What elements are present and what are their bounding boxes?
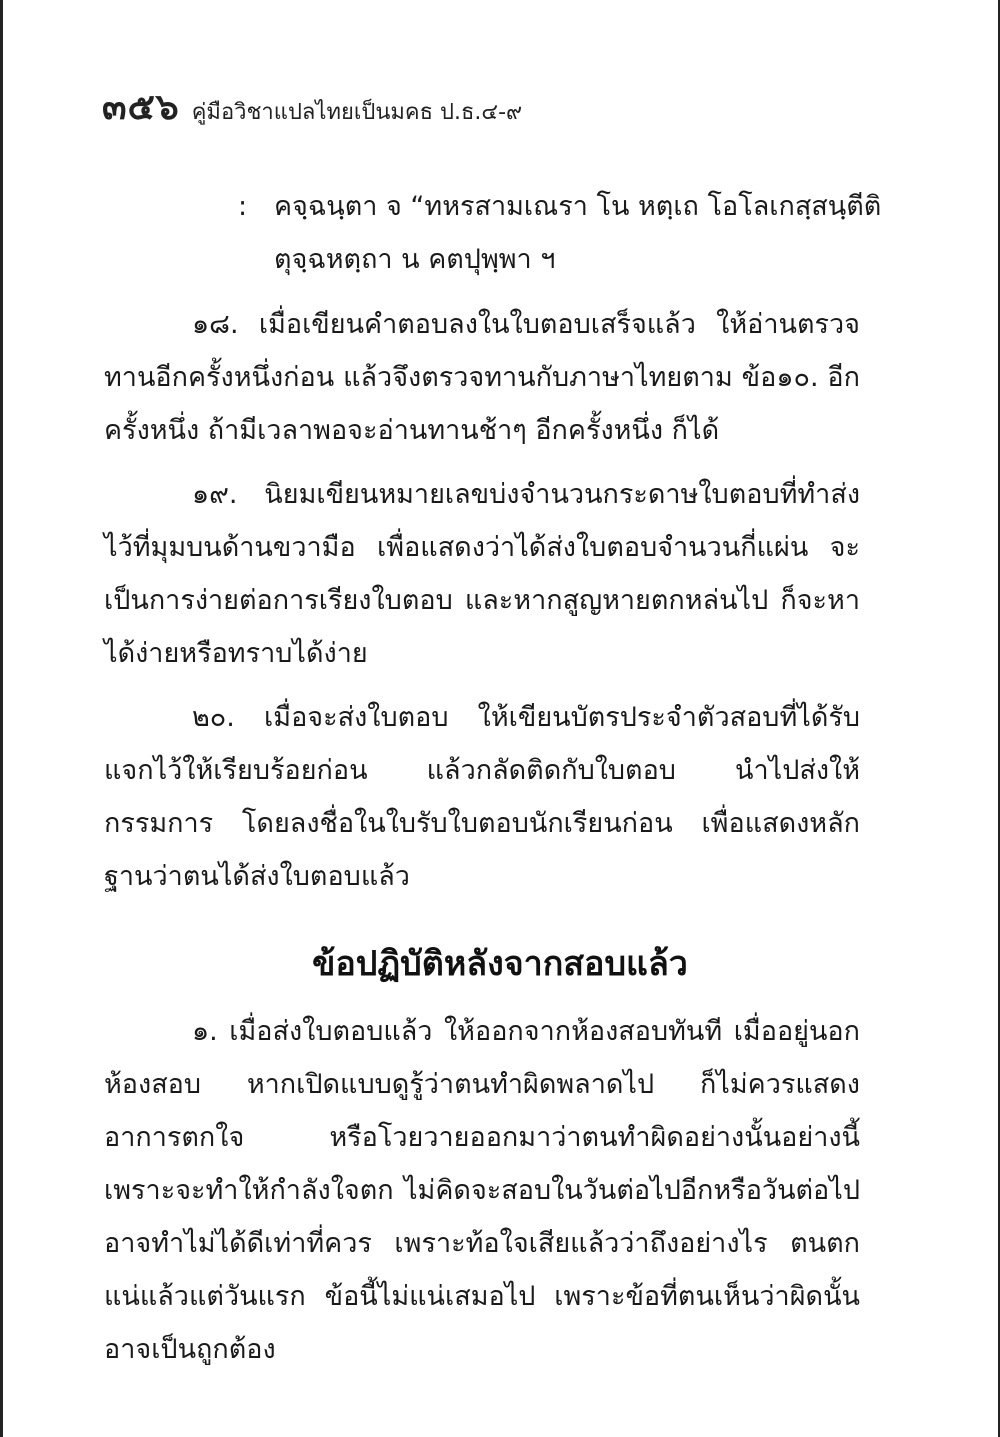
paragraph-20: ๒๐. เมื่อจะส่งใบตอบ ให้เขียนบัตรประจำตัวสอบที่ได้รับแจกไว้ให้เรียบร้อยก่อน แล้วกลัดติดกับใบตอบ นำไปส่งให้กรรมการ โดยลงชื่อในใบรับใบตอบนักเรียนก่อน เพื่อแสดงหลักฐานว่าตนได้ส่งใบตอบแล้ว <box>104 702 860 892</box>
page-header <box>102 78 522 135</box>
body-before-heading <box>104 298 860 903</box>
pali-quote-text-1: คจฺฉนฺตา จ “ทหรสามเณรา โน หตฺเถ โอโลเกสฺสนฺตีติ <box>274 191 882 222</box>
pali-quote-line-1 <box>238 180 882 233</box>
body-after-heading <box>104 1005 860 1376</box>
page-number: ๓๕๖ <box>102 87 180 128</box>
pali-quote-line-2: ตุจฺฉหตฺถา น คตปุพฺพา ฯ <box>274 244 556 275</box>
pali-colon: : <box>238 191 248 222</box>
paragraph-18: ๑๘. เมื่อเขียนคำตอบลงในใบตอบเสร็จแล้ว ให้อ่านตรวจทานอีกครั้งหนึ่งก่อน แล้วจึงตรวจทานกับภาษาไทยตาม ข้อ๑๐. อีกครั้งหนึ่ง ถ้ามีเวลาพอจะอ่านทานช้าๆ อีกครั้งหนึ่ง ก็ได้ <box>104 309 860 446</box>
paragraph-19: ๑๙. นิยมเขียนหมายเลขบ่งจำนวนกระดาษใบตอบที่ทำส่งไว้ที่มุมบนด้านขวามือ เพื่อแสดงว่าได้ส่งใบตอบจำนวนกี่แผ่น จะเป็นการง่ายต่อการเรียงใบตอบ และหากสูญหายตกหล่นไป ก็จะหาได้ง่ายหรือทราบได้ง่าย <box>104 479 860 669</box>
book-title: คู่มือวิชาแปลไทยเป็นมคธ ป.ธ.๔-๙ <box>191 100 523 125</box>
section-heading: ข้อปฏิบัติหลังจากสอบแล้ว <box>312 944 688 984</box>
paragraph-after-1: ๑. เมื่อส่งใบตอบแล้ว ให้ออกจากห้องสอบทันที เมื่ออยู่นอกห้องสอบ หากเปิดแบบดูรู้ว่าตนทำผิดพลาดไป ก็ไม่ควรแสดงอาการตกใจ หรือโวยวายออกมาว่าตนทำผิดอย่างนั้นอย่างนี้ เพราะจะทำให้กำลังใจตก ไม่คิดจะสอบในวันต่อไปอีกหรือวันต่อไป อาจทำไม่ได้ดีเท่าที่ควร เพราะท้อใจเสียแล้วว่าถึงอย่างไร ตนตกแน่แล้วแต่วันแรก ข้อนี้ไม่แน่เสมอไป เพราะข้อที่ตนเห็นว่าผิดนั้น อาจเป็นถูกต้อง <box>104 1016 860 1365</box>
pali-quote <box>238 180 882 286</box>
